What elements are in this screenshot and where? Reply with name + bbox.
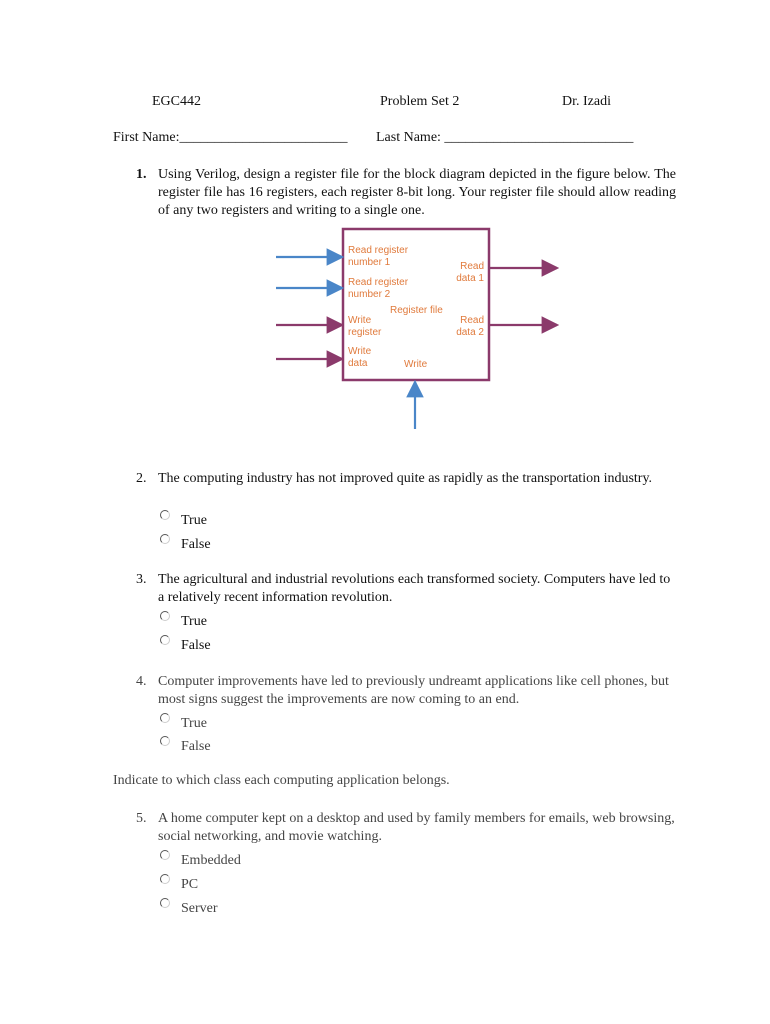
question-2 — [136, 470, 676, 488]
read-reg2-label: Read register number 2 — [348, 277, 409, 300]
radio-button[interactable] — [160, 736, 170, 746]
option-label: False — [181, 537, 211, 552]
radio-button[interactable] — [160, 850, 170, 860]
last-name-field[interactable]: Last Name: ___________________________ — [376, 130, 634, 145]
question-4 — [136, 673, 676, 709]
question-3 — [136, 571, 676, 607]
first-name-field[interactable]: First Name:________________________ — [113, 130, 348, 145]
register-file-label: Register file — [390, 305, 443, 316]
diagram-lines — [0, 0, 770, 460]
read-data1-label: Read data 1 — [456, 261, 484, 284]
question-number: 1. — [136, 167, 147, 182]
question-number: 5. — [136, 811, 147, 826]
page-title: Problem Set 2 — [380, 94, 460, 109]
register-file-diagram — [0, 0, 770, 460]
option-label: True — [181, 513, 207, 528]
option-label: True — [181, 614, 207, 629]
question-text: Computer improvements have led to previously undreamt applications like cell phones, but most signs suggest the improvements are now coming to an end. — [158, 674, 669, 707]
write-label: Write — [404, 359, 428, 370]
question-text: The agricultural and industrial revolutions each transformed society. Computers have led to a relatively recent information revolution. — [158, 572, 671, 605]
course-code: EGC442 — [152, 94, 201, 109]
option-label: PC — [181, 877, 199, 892]
question-number: 4. — [136, 674, 147, 689]
option-label: Embedded — [181, 853, 241, 868]
write-reg-label: Write register — [348, 315, 382, 338]
option-label: False — [181, 739, 211, 754]
question-number: 3. — [136, 572, 147, 587]
write-data-label: Write data — [348, 346, 372, 369]
radio-button[interactable] — [160, 510, 170, 520]
question-text: Using Verilog, design a register file for the block diagram depicted in the figure below. The register file has 16 registers, each register 8-bit long. Your register file should allow reading of any two registers and writing to a single one. — [158, 167, 676, 218]
question-text: The computing industry has not improved quite as rapidly as the transportation industry. — [158, 471, 653, 486]
read-reg1-label: Read register number 1 — [348, 245, 409, 268]
section-instruction: Indicate to which class each computing application belongs. — [113, 773, 450, 788]
read-data2-label: Read data 2 — [456, 315, 484, 338]
radio-button[interactable] — [160, 874, 170, 884]
instructor-name: Dr. Izadi — [562, 94, 611, 109]
option-label: True — [181, 716, 207, 731]
option-label: False — [181, 638, 211, 653]
radio-button[interactable] — [160, 713, 170, 723]
radio-button[interactable] — [160, 534, 170, 544]
radio-button[interactable] — [160, 635, 170, 645]
question-5 — [136, 810, 676, 846]
radio-button[interactable] — [160, 611, 170, 621]
question-number: 2. — [136, 471, 147, 486]
radio-button[interactable] — [160, 898, 170, 908]
option-label: Server — [181, 901, 218, 916]
question-text: A home computer kept on a desktop and used by family members for emails, web browsing, social networking, and movie watching. — [158, 811, 675, 844]
